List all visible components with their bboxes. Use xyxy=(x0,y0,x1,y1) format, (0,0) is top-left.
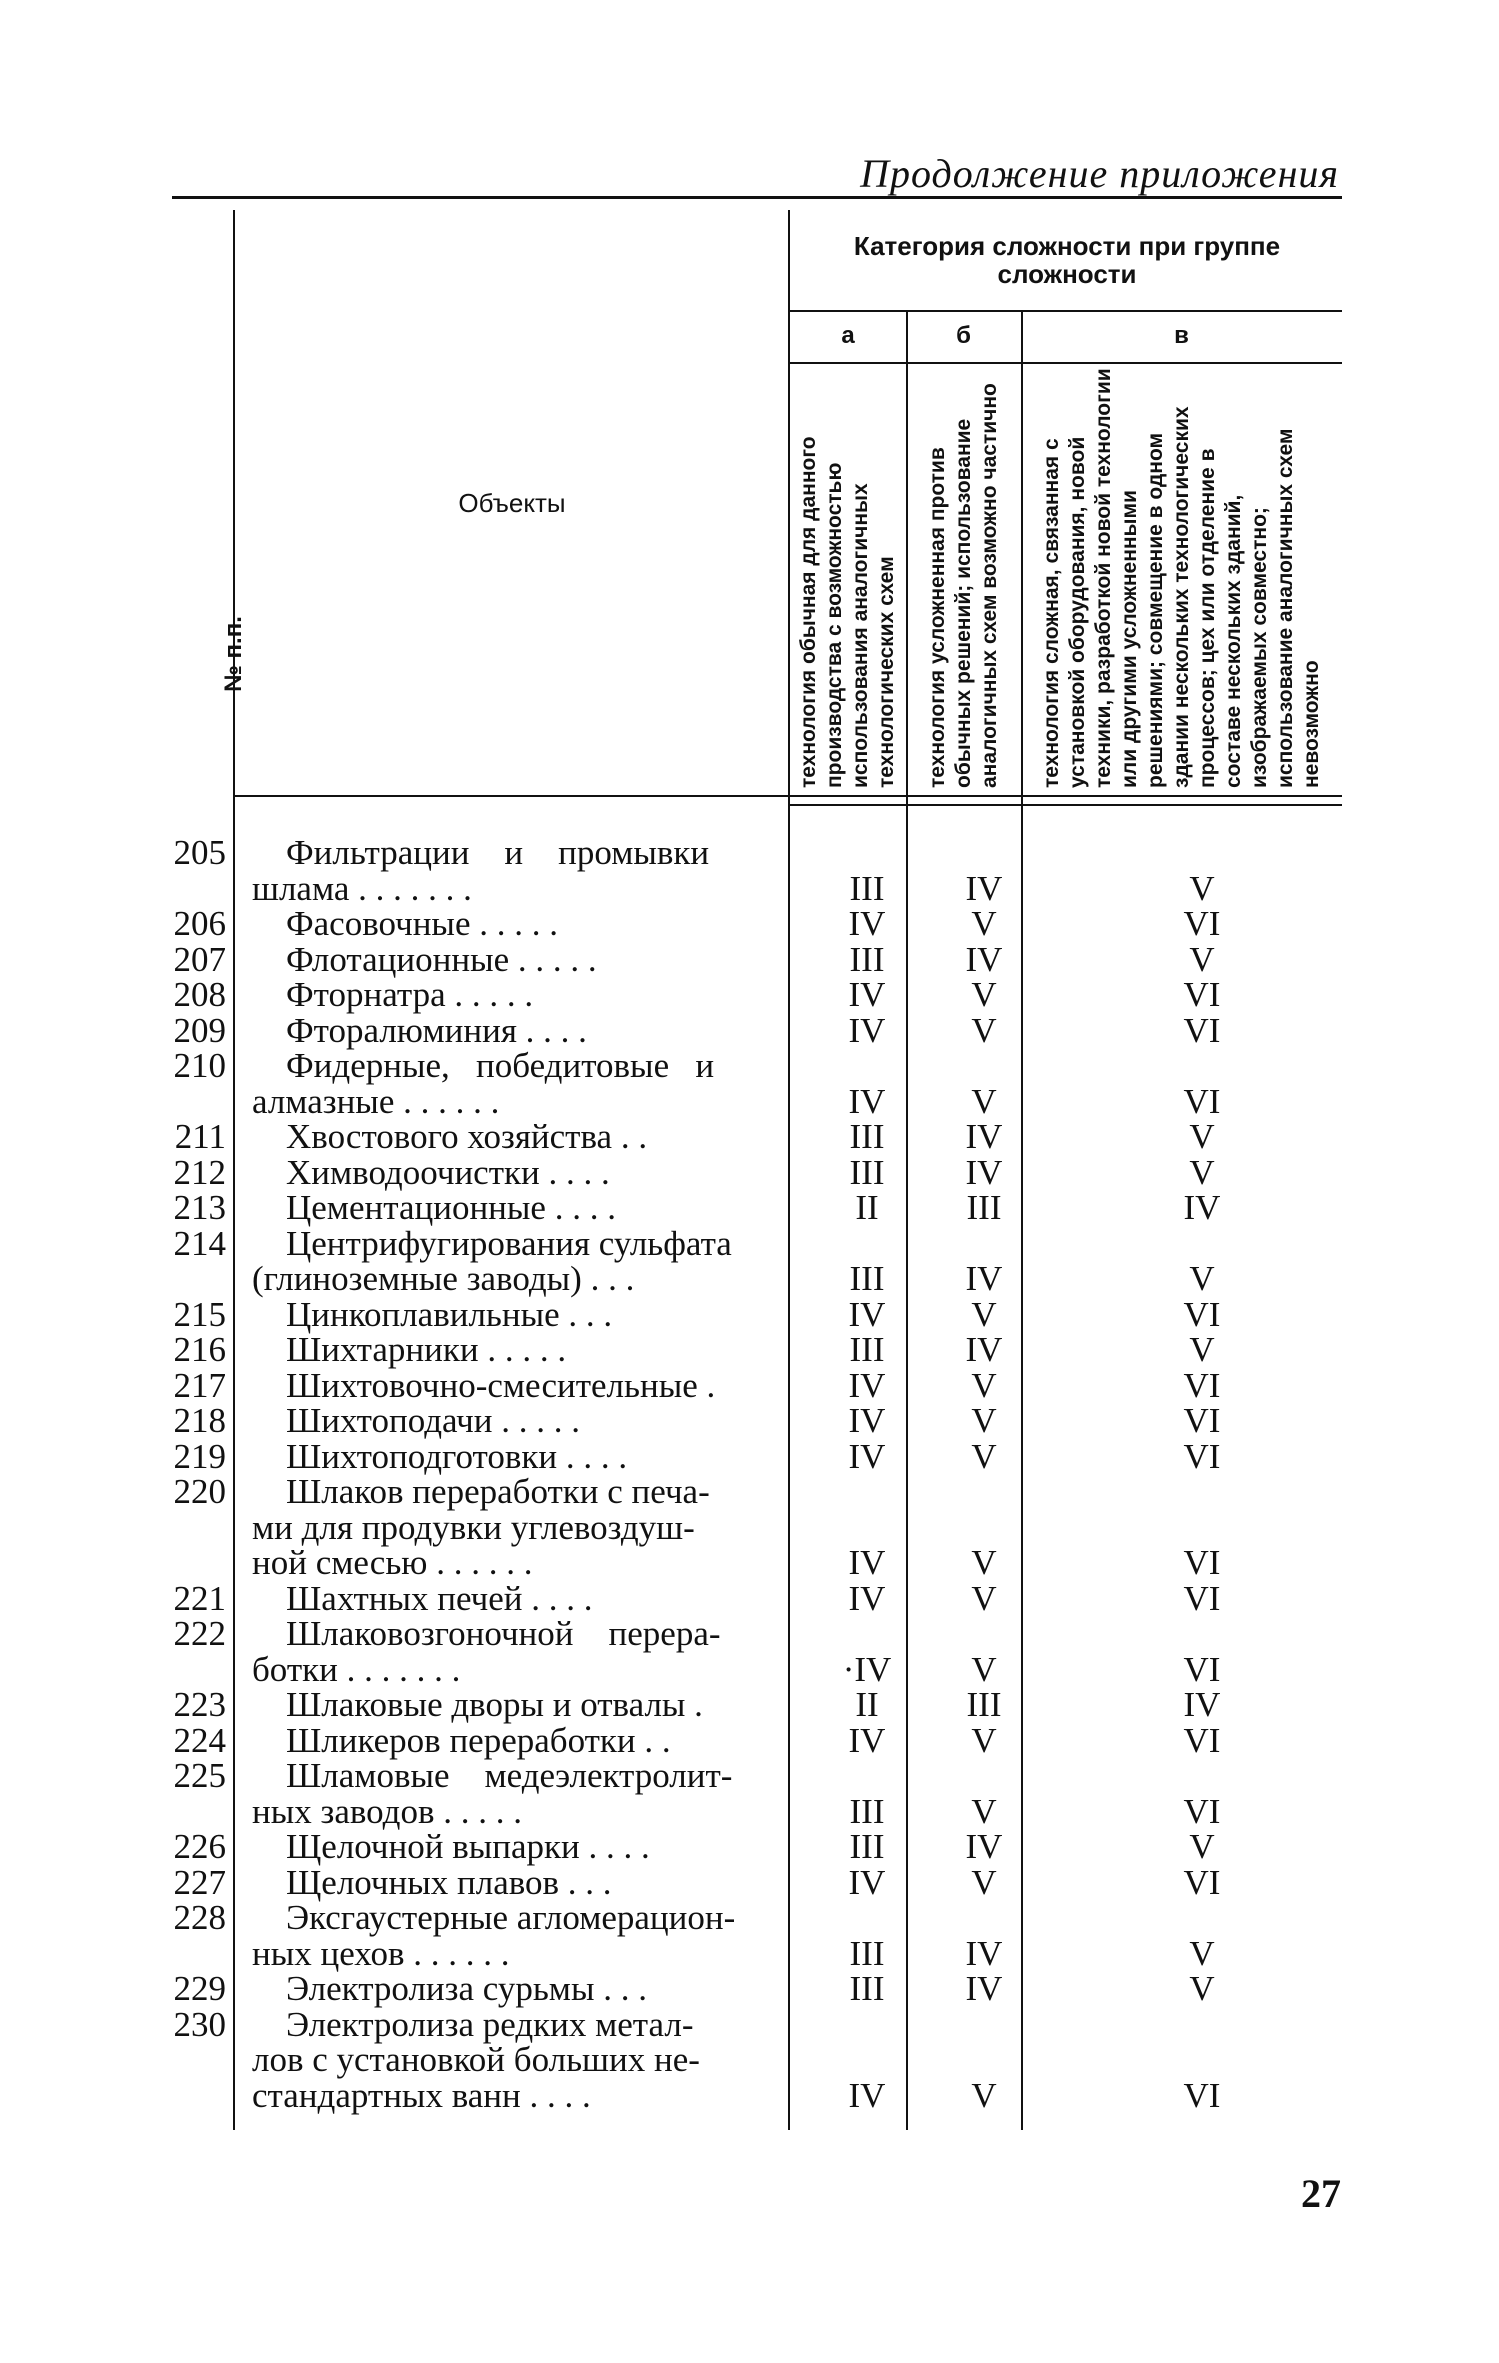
column-header-category: Категория сложности при группе сложности xyxy=(853,231,1281,289)
row-category-a: ·IV xyxy=(842,1649,892,1689)
row-category-b: V xyxy=(971,1010,997,1050)
table-row xyxy=(0,2004,1499,2115)
row-object xyxy=(252,1294,804,1334)
row-object xyxy=(252,1971,804,2007)
row-category-c: V xyxy=(1189,1330,1215,1369)
row-category-c: VI xyxy=(1183,975,1221,1014)
running-head: Продолжение приложения xyxy=(860,151,1339,196)
row-category-b: V xyxy=(971,1791,997,1831)
row-category-c: V xyxy=(1189,868,1215,908)
row-object-line: Шлаковозгоночной перера- xyxy=(286,1614,721,1653)
table-row xyxy=(0,1720,1499,1760)
row-category-a: IV xyxy=(848,1720,886,1760)
row-object xyxy=(252,1758,804,1829)
row-category-b: V xyxy=(971,1543,997,1582)
row-category-c: VI xyxy=(1183,1720,1221,1760)
row-category-a: III xyxy=(849,1259,885,1298)
table-row xyxy=(0,939,1499,979)
row-category-a: III xyxy=(849,868,885,908)
row-category-c: VI xyxy=(1183,1436,1221,1476)
row-category-a: III xyxy=(849,1969,885,2008)
body-top-rule xyxy=(790,804,1342,806)
row-category-c: V xyxy=(1189,1827,1215,1866)
row-object xyxy=(252,1048,804,1119)
row-object-line: Шихтарники . . . . . xyxy=(286,1330,567,1369)
group-desc-b: технология усложненная против обычных решений; использование аналогичных схем возможно частично xyxy=(925,383,1001,788)
row-object-line: Шахтных печей . . . . xyxy=(286,1578,593,1618)
row-object xyxy=(252,1403,804,1439)
row-object-line: алмазные . . . . . . xyxy=(252,1081,500,1121)
row-object-line: Эксгаустерные агломерацион- xyxy=(286,1898,736,1937)
group-desc-c: технология сложная, связанная с установкой оборудования, новой техники, разработкой новой технологии или другими усложненными решениями; совмещение в одном здании нескольких технологических процессов; цех или отделение в составе нескольких зданий, изображаемых совместно; использование аналогичных схем невозможно xyxy=(1039,368,1323,788)
row-category-a: IV xyxy=(848,1294,886,1334)
row-number: 230 xyxy=(173,2004,226,2044)
row-category-c: V xyxy=(1189,1969,1215,2008)
row-category-a: IV xyxy=(848,1081,886,1121)
row-category-c: VI xyxy=(1183,2075,1221,2115)
row-object-line: Шликеров переработки . . xyxy=(286,1720,671,1760)
row-category-c: V xyxy=(1189,1933,1215,1973)
table-row xyxy=(0,1474,1499,1581)
table-row xyxy=(0,1119,1499,1155)
category-rule xyxy=(790,310,1342,312)
group-label-b: б xyxy=(956,322,971,349)
row-object-line: Фидерные, победитовые и xyxy=(286,1046,715,1085)
row-category-b: III xyxy=(966,1188,1002,1227)
row-category-a: IV xyxy=(848,2075,886,2115)
row-category-c: VI xyxy=(1183,1294,1221,1334)
row-number: 209 xyxy=(173,1010,226,1050)
row-object xyxy=(252,2004,804,2115)
row-number: 229 xyxy=(173,1969,226,2008)
row-object xyxy=(252,1332,804,1368)
row-category-c: VI xyxy=(1183,904,1221,943)
row-number: 213 xyxy=(173,1188,226,1227)
row-number: 208 xyxy=(173,975,226,1014)
row-category-c: VI xyxy=(1183,1365,1221,1405)
row-category-c: VI xyxy=(1183,1081,1221,1121)
table-row xyxy=(0,1223,1499,1298)
row-category-b: IV xyxy=(965,1259,1003,1298)
row-category-c: V xyxy=(1189,939,1215,979)
row-object-line: Щелочной выпарки . . . . xyxy=(286,1827,650,1866)
row-category-c: VI xyxy=(1183,1401,1221,1440)
page-number: 27 xyxy=(1301,2171,1341,2216)
row-number: 205 xyxy=(173,833,226,872)
row-object-line: Хвостового хозяйства . . xyxy=(286,1117,648,1156)
row-category-a: III xyxy=(849,1117,885,1156)
row-number: 217 xyxy=(173,1365,226,1405)
row-object-line: Флотационные . . . . . xyxy=(286,939,597,979)
row-object-line: ных заводов . . . . . xyxy=(252,1791,522,1831)
table-row xyxy=(0,977,1499,1013)
row-object-line: Электролиза сурьмы . . . xyxy=(286,1969,647,2008)
row-object xyxy=(252,1152,804,1192)
row-number: 221 xyxy=(173,1578,226,1618)
column-header-objects: Объекты xyxy=(458,488,566,518)
row-category-b: V xyxy=(971,1081,997,1121)
row-object xyxy=(252,1578,804,1618)
row-object-line: лов с установкой больших не- xyxy=(252,2040,700,2079)
row-number: 227 xyxy=(173,1862,226,1902)
row-number: 219 xyxy=(173,1436,226,1476)
row-object-line: Фторнатра . . . . . xyxy=(286,975,534,1014)
row-object-line: шлама . . . . . . . xyxy=(252,868,472,908)
row-object-line: Шлаков переработки с печа- xyxy=(286,1472,710,1511)
row-category-a: III xyxy=(849,1933,885,1973)
row-category-c: VI xyxy=(1183,1649,1221,1689)
row-object-line: Шихтоподачи . . . . . xyxy=(286,1401,580,1440)
row-number: 222 xyxy=(173,1614,226,1653)
row-object xyxy=(252,835,804,906)
row-number: 212 xyxy=(173,1152,226,1192)
row-object xyxy=(252,1862,804,1902)
row-object-line: Щелочных плавов . . . xyxy=(286,1862,612,1902)
row-number: 218 xyxy=(173,1401,226,1440)
row-category-a: IV xyxy=(848,1862,886,1902)
row-number: 225 xyxy=(173,1756,226,1795)
row-category-a: III xyxy=(849,939,885,979)
row-number: 223 xyxy=(173,1685,226,1724)
table-row xyxy=(0,1862,1499,1902)
row-object xyxy=(252,939,804,979)
row-object-line: Цементационные . . . . xyxy=(286,1188,616,1227)
row-number: 211 xyxy=(174,1117,226,1156)
table-row xyxy=(0,1578,1499,1618)
row-object-line: Цинкоплавильные . . . xyxy=(286,1294,613,1334)
row-category-b: IV xyxy=(965,939,1003,979)
table-row xyxy=(0,1436,1499,1476)
row-object-line: Шламовые медеэлектролит- xyxy=(286,1756,733,1795)
table-row xyxy=(0,1010,1499,1050)
row-object-line: ми для продувки углевоздуш- xyxy=(252,1507,695,1547)
group-desc-b-box xyxy=(908,368,1019,788)
row-category-b: IV xyxy=(965,868,1003,908)
table-row xyxy=(0,1294,1499,1334)
row-category-b: V xyxy=(971,1649,997,1689)
table-row xyxy=(0,1616,1499,1687)
group-desc-c-box xyxy=(1023,368,1340,788)
row-category-a: IV xyxy=(848,1401,886,1440)
row-category-a: III xyxy=(849,1827,885,1866)
table-row xyxy=(0,1900,1499,1971)
row-object-line: Фасовочные . . . . . xyxy=(286,904,558,943)
row-object xyxy=(252,1900,804,1971)
row-number: 207 xyxy=(173,939,226,979)
row-category-a: III xyxy=(849,1152,885,1192)
row-number: 216 xyxy=(173,1330,226,1369)
row-object xyxy=(252,1474,804,1581)
row-number: 210 xyxy=(173,1046,226,1085)
row-object xyxy=(252,1365,804,1405)
table-row xyxy=(0,1332,1499,1368)
row-category-b: III xyxy=(966,1685,1002,1724)
header-bottom-rule xyxy=(233,795,1342,797)
row-category-b: IV xyxy=(965,1330,1003,1369)
row-category-b: V xyxy=(971,975,997,1014)
row-object-line: Шихтовочно-смесительные . xyxy=(286,1365,716,1405)
row-category-c: VI xyxy=(1183,1791,1221,1831)
row-category-a: IV xyxy=(848,1010,886,1050)
table-row xyxy=(0,1152,1499,1192)
row-object-line: ной смесью . . . . . . xyxy=(252,1543,533,1582)
row-category-b: IV xyxy=(965,1969,1003,2008)
row-category-b: IV xyxy=(965,1152,1003,1192)
row-object xyxy=(252,1010,804,1050)
row-category-c: VI xyxy=(1183,1010,1221,1050)
row-object-line: Электролиза редких метал- xyxy=(286,2004,694,2044)
table-row xyxy=(0,906,1499,942)
row-category-a: IV xyxy=(848,1365,886,1405)
table-row xyxy=(0,1758,1499,1829)
row-category-a: III xyxy=(849,1791,885,1831)
row-category-c: VI xyxy=(1183,1543,1221,1582)
row-category-b: V xyxy=(971,1862,997,1902)
table-row xyxy=(0,1190,1499,1226)
row-category-b: V xyxy=(971,904,997,943)
row-category-b: IV xyxy=(965,1827,1003,1866)
table-row xyxy=(0,1971,1499,2007)
row-object xyxy=(252,906,804,942)
group-label-c: в xyxy=(1174,322,1189,349)
row-number: 206 xyxy=(173,904,226,943)
row-category-b: V xyxy=(971,1294,997,1334)
table-row xyxy=(0,1365,1499,1405)
row-category-a: IV xyxy=(848,1436,886,1476)
table-row xyxy=(0,1829,1499,1865)
column-header-number: № п.п. xyxy=(219,616,247,692)
row-number: 224 xyxy=(173,1720,226,1760)
row-number: 214 xyxy=(173,1223,226,1263)
row-number: 226 xyxy=(173,1827,226,1866)
row-object xyxy=(252,1616,804,1687)
row-category-c: IV xyxy=(1183,1188,1221,1227)
row-category-b: IV xyxy=(965,1117,1003,1156)
row-object-line: Шлаковые дворы и отвалы . xyxy=(286,1685,703,1724)
row-category-a: III xyxy=(849,1330,885,1369)
row-number: 220 xyxy=(173,1472,226,1511)
row-category-b: V xyxy=(971,1401,997,1440)
group-rule xyxy=(790,362,1342,364)
group-desc-a-box xyxy=(792,368,904,788)
row-category-c: IV xyxy=(1183,1685,1221,1724)
row-object xyxy=(252,1223,804,1298)
row-object-line: (глиноземные заводы) . . . xyxy=(252,1259,635,1298)
row-object-line: Фильтрации и промывки xyxy=(286,833,710,872)
row-category-b: V xyxy=(971,1578,997,1618)
row-category-b: V xyxy=(971,2075,997,2115)
table-body xyxy=(0,835,1499,2113)
group-label-a: а xyxy=(841,322,855,349)
row-object xyxy=(252,977,804,1013)
row-category-b: V xyxy=(971,1436,997,1476)
row-object xyxy=(252,1119,804,1155)
table-row xyxy=(0,835,1499,906)
row-category-c: VI xyxy=(1183,1862,1221,1902)
row-number: 215 xyxy=(173,1294,226,1334)
row-category-b: V xyxy=(971,1365,997,1405)
row-object-line: ботки . . . . . . . xyxy=(252,1649,461,1689)
row-category-a: II xyxy=(855,1685,879,1724)
row-object-line: Химводоочистки . . . . xyxy=(286,1152,610,1192)
row-number: 228 xyxy=(173,1898,226,1937)
row-category-a: IV xyxy=(848,1543,886,1582)
row-category-c: V xyxy=(1189,1259,1215,1298)
table-row xyxy=(0,1687,1499,1723)
row-object-line: Фторалюминия . . . . xyxy=(286,1010,587,1050)
row-object-line: Шихтоподготовки . . . . xyxy=(286,1436,628,1476)
group-desc-a: технология обычная для данного производства с возможностью использования аналогичных технологических схем xyxy=(797,436,898,788)
row-object-line: ных цехов . . . . . . xyxy=(252,1933,510,1973)
row-category-b: IV xyxy=(965,1933,1003,1973)
row-object xyxy=(252,1829,804,1865)
row-category-a: IV xyxy=(848,975,886,1014)
row-category-b: V xyxy=(971,1720,997,1760)
row-category-a: IV xyxy=(848,1578,886,1618)
row-category-a: II xyxy=(855,1188,879,1227)
header-rule xyxy=(172,196,1342,199)
table-row xyxy=(0,1048,1499,1119)
row-category-c: V xyxy=(1189,1117,1215,1156)
row-category-c: VI xyxy=(1183,1578,1221,1618)
row-object xyxy=(252,1687,804,1723)
row-category-a: IV xyxy=(848,904,886,943)
row-object-line: Центрифугирования сульфата xyxy=(286,1223,732,1263)
row-object xyxy=(252,1720,804,1760)
row-category-c: V xyxy=(1189,1152,1215,1192)
table-row xyxy=(0,1403,1499,1439)
row-object-line: стандартных ванн . . . . xyxy=(252,2075,591,2115)
row-object xyxy=(252,1436,804,1476)
row-object xyxy=(252,1190,804,1226)
